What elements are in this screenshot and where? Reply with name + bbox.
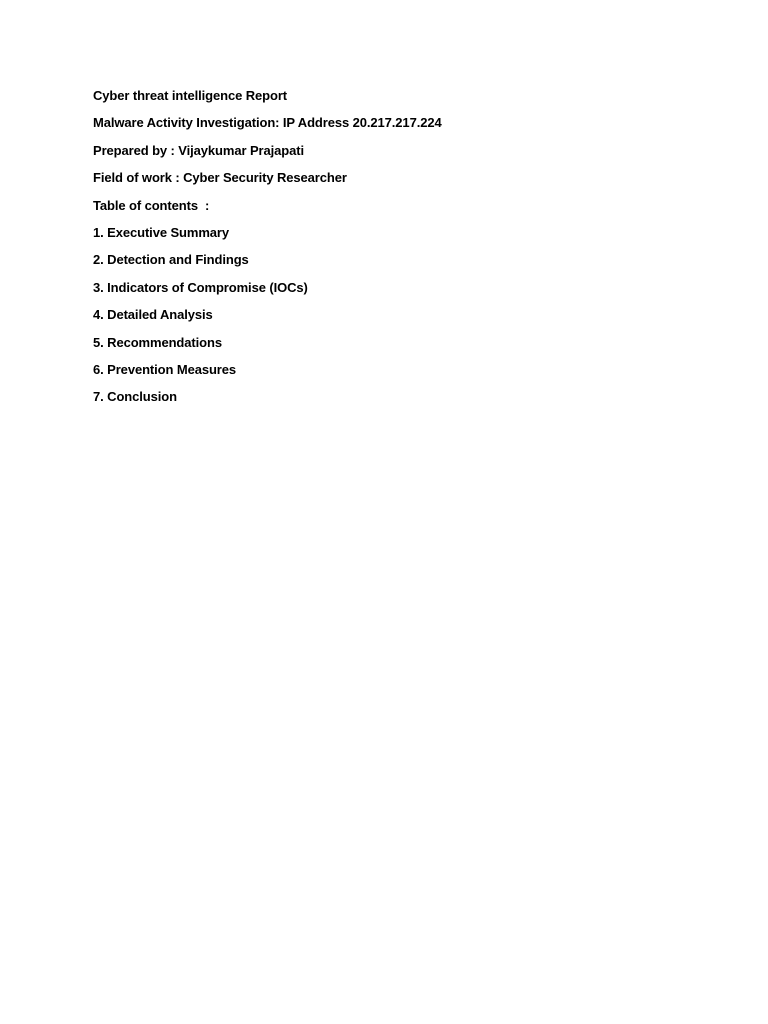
table-of-contents (93, 224, 693, 405)
toc-item-executive-summary: 1. Executive Summary (93, 224, 230, 240)
report-title: Cyber threat intelligence Report (93, 88, 288, 103)
document-body (93, 87, 693, 416)
toc-heading: Table of contents : (93, 197, 210, 213)
field-of-work: Field of work : Cyber Security Researcher (93, 170, 347, 186)
toc-item-indicators-of-compromise: 3. Indicators of Compromise (IOCs) (93, 279, 308, 295)
toc-item-recommendations: 5. Recommendations (93, 334, 222, 350)
toc-item-conclusion: 7. Conclusion (93, 389, 177, 405)
toc-item-prevention-measures: 6. Prevention Measures (93, 361, 237, 377)
prepared-by: Prepared by : Vijaykumar Prajapati (93, 142, 304, 158)
report-subtitle: Malware Activity Investigation: IP Address 20.217.217.224 (93, 115, 442, 131)
toc-item-detailed-analysis: 4. Detailed Analysis (93, 307, 213, 323)
toc-item-detection-and-findings: 2. Detection and Findings (93, 252, 249, 268)
